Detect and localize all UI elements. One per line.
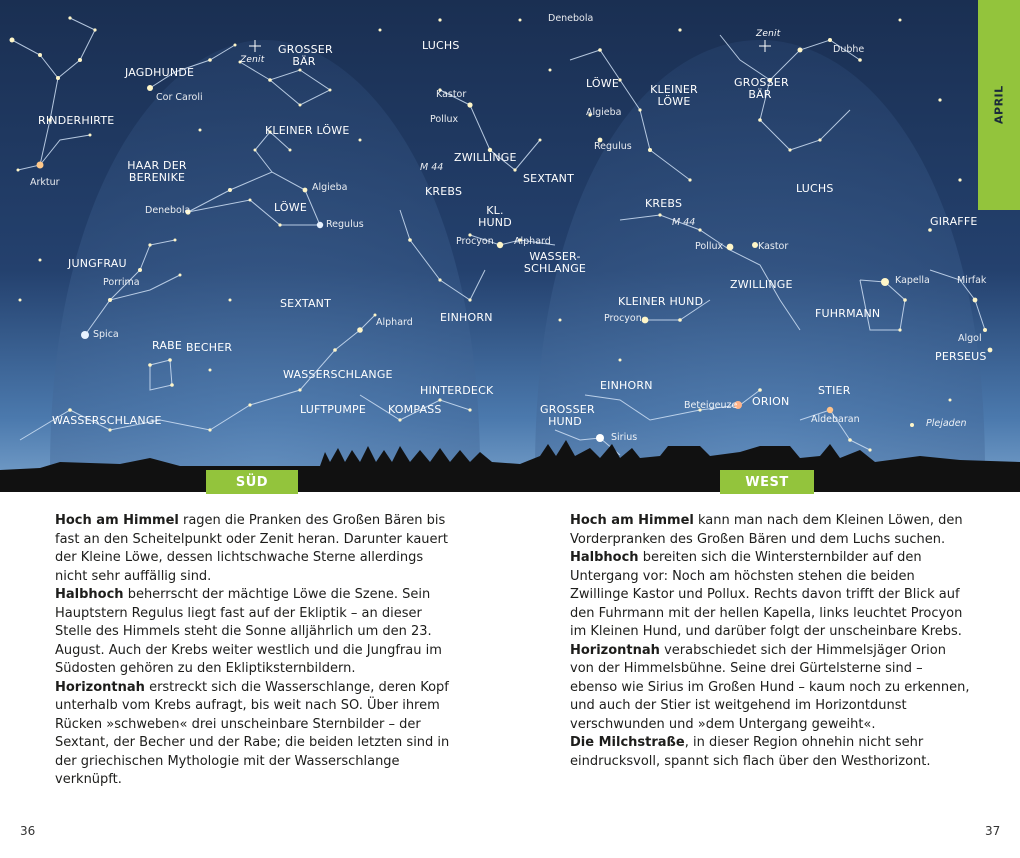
right-paragraph [570,734,970,771]
star-dubhe: Dubhe [833,44,865,55]
label-luchs-left: LUCHS [422,39,460,52]
label-loewe-right: LÖWE [586,77,620,90]
right-p4-text: , in dieser Region ohnehin nicht sehr eindrucksvoll, spannt sich flach über den Westhorizont. [570,735,931,769]
label-giraffe: GIRAFFE [930,215,978,228]
star-plejaden: Plejaden [926,418,967,429]
label-fuhrmann: FUHRMANN [815,307,881,320]
right-text-column [570,512,970,771]
star-denebola-right: Denebola [548,13,594,24]
label-perseus: PERSEUS [935,350,987,363]
star-pollux-right: Pollux [695,241,724,252]
right-paragraph [570,549,970,642]
month-tab[interactable] [978,0,1020,210]
left-p3-text: erstreckt sich die Wasserschlange, deren Kopf unterhalb vom Krebs aufragt, bis weit nach SO. Über ihrem Rücken »schweben« drei unscheinbare Sternbilder – der Sextant, der Becher und der Rabe; die beiden letzten sind in der griechischen Mythologie mit der Wasserschlange verknüpft. [55,679,450,787]
star-porrima: Porrima [103,277,140,288]
label-haar-der-berenike: HAAR DER BERENIKE [127,159,187,184]
label-rinderhirte: RINDERHIRTE [38,114,115,127]
month-tab-label: APRIL [992,85,1006,125]
star-sirius: Sirius [611,432,638,443]
right-p3-text: verabschiedet sich der Himmelsjäger Orion von der Himmelsbühne. Seine drei Gürtelsterne sind – ebenso wie Sirius im Großen Hund – kaum noch zu erkennen, und auch der Stier ist weitgehend im Horizontdunst verschwunden und »dem Untergang geweiht«. [570,642,970,732]
right-p1-heading: Hoch am Himmel [570,513,694,528]
left-p2-heading: Halbhoch [55,587,124,602]
label-wasserschlange-low: WASSERSCHLANGE [52,414,162,427]
left-p3-heading: Horizontnah [55,679,145,695]
zenith-label-left: Zenit [240,55,265,65]
star-algieba-right: Algieba [586,107,622,118]
star-regulus-right: Regulus [594,141,632,152]
right-p2-text: bereiten sich die Wintersternbilder auf den Untergang vor: Noch am höchsten stehen die beiden Zwillinge Kastor und Pollux. Rechts davon trifft der Blick auf den Fuhrmann mit der hellen Kapella, links leuchtet Procyon im Kleinen Hund, und darüber folgt der unscheinbare Krebs. [570,550,963,639]
label-jagdhunde: JAGDHUNDE [125,66,195,79]
label-stier: STIER [818,384,851,397]
page-number-left: 36 [20,824,36,838]
label-krebs-right: KREBS [645,197,683,210]
label-kl-hund: KL. HUND [478,204,512,229]
left-p2-text: beherrscht der mächtige Löwe die Szene. Sein Hauptstern Regulus liegt fast auf der Ekliptik – an dieser Stelle des Himmels steht die Sonne alljährlich um den 23. August. Auch der Krebs weiter westlich und die Jungfrau im Südosten gehören zu den Ekliptiksternbildern. [55,587,442,676]
star-kastor-right: Kastor [758,241,789,252]
label-kleiner-hund: KLEINER HUND [618,295,704,308]
left-p1-heading: Hoch am Himmel [55,513,179,528]
star-pollux-left: Pollux [430,114,459,125]
label-zwillinge-left: ZWILLINGE [454,151,517,164]
star-mirfak: Mirfak [957,275,987,286]
left-paragraph [55,512,455,586]
label-luftpumpe: LUFTPUMPE [300,403,367,416]
label-wasserschlange: WASSERSCHLANGE [283,368,393,381]
label-kompass: KOMPASS [388,403,442,416]
star-alphard-top: Alphard [514,236,551,247]
label-einhorn-left: EINHORN [440,311,493,324]
right-p4-heading: Die Milchstraße [570,735,685,750]
label-m44-right: M 44 [672,217,696,228]
star-algol: Algol [958,333,982,344]
label-einhorn-right: EINHORN [600,379,653,392]
star-spica: Spica [93,329,119,340]
label-loewe-left: LÖWE [274,201,308,214]
label-zwillinge-right: ZWILLINGE [730,278,793,291]
star-alphard: Alphard [376,317,413,328]
left-text-column [55,512,455,790]
label-becher: BECHER [186,341,233,354]
star-aldebaran: Aldebaran [811,414,860,425]
label-krebs-left: KREBS [425,185,463,198]
label-orion: ORION [752,395,790,408]
star-kastor-left: Kastor [436,89,467,100]
star-cor-caroli: Cor Caroli [156,92,203,103]
label-grosser-baer-right: GROSSER BÄR [734,76,789,101]
left-paragraph [55,586,455,679]
label-m44-left: M 44 [420,162,444,173]
star-procyon-left: Procyon [456,236,494,247]
label-kleiner-loewe-right: KLEINER LÖWE [650,83,698,108]
label-sextant-top: SEXTANT [523,172,575,185]
star-kapella: Kapella [895,275,930,286]
direction-label-south: SÜD [206,470,298,494]
right-paragraph [570,512,970,549]
left-p1-text: ragen die Pranken des Großen Bären bis fast an den Scheitelpunkt oder Zenit heran. Darunter kauert der Kleine Löwe, dessen lichtschwache Sterne allerdings nicht sehr auffällig sind. [55,513,448,584]
label-luchs-right: LUCHS [796,182,834,195]
label-kleiner-loewe-left: KLEINER LÖWE [265,124,350,137]
right-p3-heading: Horizontnah [570,642,660,658]
direction-label-west: WEST [720,470,814,494]
label-grosser-baer-left: GROSSER BÄR [278,43,333,68]
label-grosser-hund: GROSSER HUND [540,403,595,428]
star-denebola-left: Denebola [145,205,191,216]
page-number-right: 37 [985,824,1001,838]
star-regulus-left: Regulus [326,219,364,230]
star-algieba-left: Algieba [312,182,348,193]
label-sextant: SEXTANT [280,297,332,310]
label-jungfrau: JUNGFRAU [68,257,127,270]
star-arktur: Arktur [30,177,60,188]
right-paragraph [570,642,970,735]
left-paragraph [55,679,455,790]
right-p1-text: kann man nach dem Kleinen Löwen, den Vorderpranken des Großen Bären und dem Luchs suchen. [570,513,963,547]
star-procyon-right: Procyon [604,313,642,324]
star-beteigeuze: Beteigeuze [684,400,738,411]
label-hinterdeck: HINTERDECK [420,384,494,397]
zenith-label-right: Zenit [756,29,781,39]
label-rabe: RABE [152,339,183,352]
right-p2-heading: Halbhoch [570,550,639,565]
label-wasserschlange-mid: WASSER-SCHLANGE [523,250,587,275]
